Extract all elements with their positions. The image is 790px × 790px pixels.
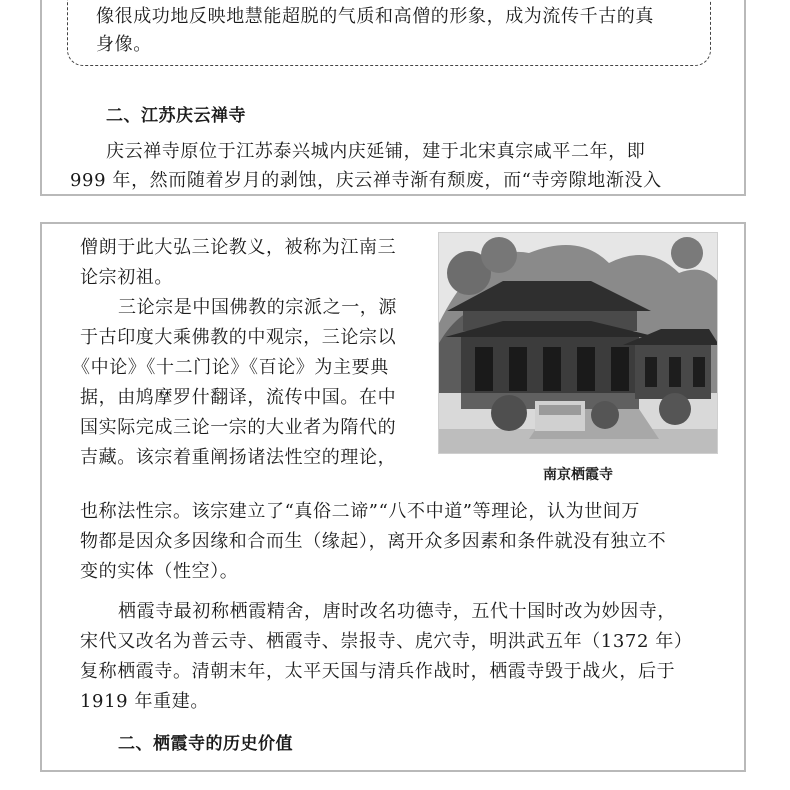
paragraph-line: 复称栖霞寺。清朝末年，太平天国与清兵作战时，栖霞寺毁于战火，后于 [80, 661, 676, 682]
paragraph-line: 物都是因众多因缘和合而生（缘起），离开众多因素和条件就没有独立不 [80, 531, 667, 552]
section-heading-qingyun: 二、江苏庆云禅寺 [106, 106, 246, 126]
paragraph-line: 宋代又改名为普云寺、栖霞寺、崇报寺、虎穴寺，明洪武五年（1372 年） [80, 631, 693, 652]
paragraph-line: 吉藏。该宗着重阐扬诸法性空的理论， [80, 447, 397, 468]
bottom-page-panel [40, 222, 746, 772]
temple-photo [438, 232, 718, 454]
paragraph-line: 庆云禅寺原位于江苏泰兴城内庆延铺，建于北宋真宗咸平二年，即 [106, 141, 646, 162]
paragraph-line: 三论宗是中国佛教的宗派之一，源 [118, 297, 397, 318]
paragraph-line: 《中论》《十二门论》《百论》为主要典 [72, 357, 389, 378]
paragraph-line: 变的实体（性空）。 [80, 561, 239, 582]
qixia-temple-image [439, 233, 718, 454]
top-page-panel [40, 0, 746, 196]
callout-line: 身像。 [96, 34, 152, 55]
paragraph-line: 999 年，然而随着岁月的剥蚀，庆云禅寺渐有颓废，而“寺旁隙地渐没入 [70, 170, 662, 191]
paragraph-line: 国实际完成三论一宗的大业者为隋代的 [80, 417, 397, 438]
section-heading-qixia-history: 二、栖霞寺的历史价值 [118, 734, 293, 754]
paragraph-line: 据，由鸠摩罗什翻译，流传中国。在中 [80, 387, 397, 408]
photo-caption: 南京栖霞寺 [543, 467, 613, 483]
paragraph-line: 1919 年重建。 [80, 691, 209, 712]
callout-line: 像很成功地反映地慧能超脱的气质和高僧的形象，成为流传千古的真 [96, 6, 654, 27]
dashed-callout-box [67, 0, 711, 66]
paragraph-line: 僧朗于此大弘三论教义，被称为江南三 [80, 237, 397, 258]
paragraph-line: 也称法性宗。该宗建立了“真俗二谛”“八不中道”等理论，认为世间万 [80, 501, 641, 522]
paragraph-line: 论宗初祖。 [80, 267, 173, 288]
paragraph-line: 栖霞寺最初称栖霞精舍，唐时改名功德寺，五代十国时改为妙因寺， [118, 601, 676, 622]
paragraph-line: 于古印度大乘佛教的中观宗，三论宗以 [80, 327, 397, 348]
